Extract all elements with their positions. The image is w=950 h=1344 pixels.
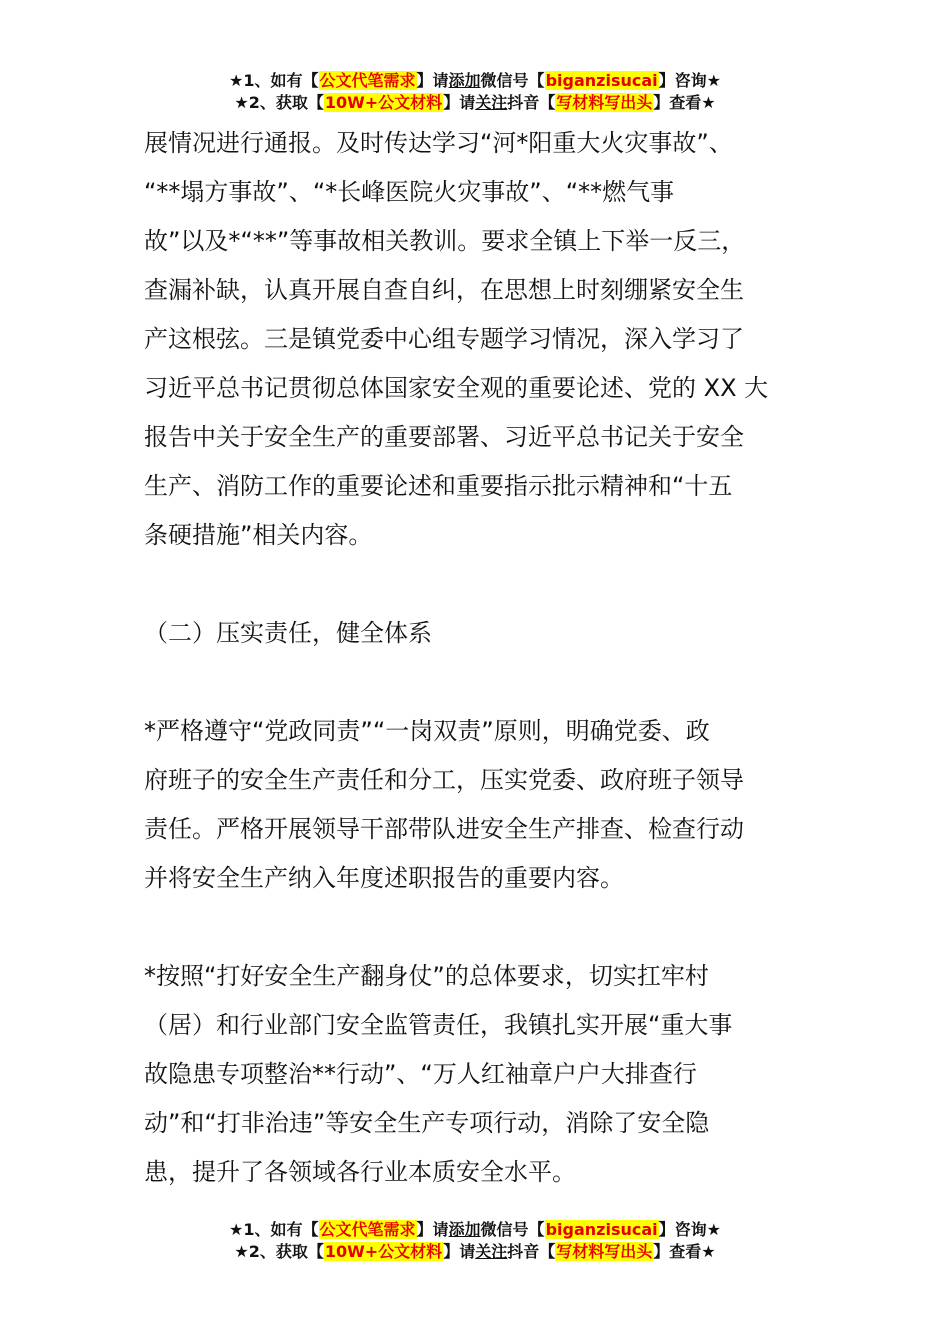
text-line: 动”和“打非治违”等安全生产专项行动，消除了安全隐: [144, 1109, 710, 1137]
banner-line-2: [0, 92, 950, 114]
banner-text: 】咨询★: [658, 71, 721, 90]
text-line: 生产、消防工作的重要论述和重要指示批示精神和“十五: [144, 472, 733, 500]
banner-highlight: 写材料写出头: [556, 93, 653, 112]
banner-underline: 关注: [475, 93, 508, 112]
banner-text: 抖音【: [507, 1242, 556, 1261]
banner-text: 微信号【: [480, 71, 545, 90]
banner-text: 】请: [443, 1242, 476, 1261]
document-body: [144, 119, 808, 1197]
banner-line-1: [0, 1219, 950, 1241]
text-line: 责任。严格开展领导干部带队进安全生产排查、检查行动: [144, 815, 744, 843]
banner-text: 抖音【: [507, 93, 556, 112]
text-line: *按照“打好安全生产翻身仗”的总体要求，切实扛牢村: [144, 962, 709, 990]
banner-text: ★1、如有【: [229, 71, 319, 90]
banner-highlight: 写材料写出头: [556, 1242, 653, 1261]
banner-line-2: [0, 1241, 950, 1263]
footer-banner: [0, 1219, 950, 1263]
paragraph-2: [144, 707, 808, 903]
paragraph-1: [144, 119, 808, 560]
text-line: 故隐患专项整治**行动”、“万人红袖章户户大排查行: [144, 1060, 697, 1088]
banner-highlight: 公文代笔需求: [319, 71, 416, 90]
banner-underline: 关注: [475, 1242, 508, 1261]
text-line: 报告中关于安全生产的重要部署、习近平总书记关于安全: [144, 423, 744, 451]
banner-text: ★1、如有【: [229, 1220, 319, 1239]
banner-text: 】请: [416, 1220, 449, 1239]
banner-line-1: [0, 70, 950, 92]
banner-text: 微信号【: [480, 1220, 545, 1239]
banner-highlight: 10W+公文材料: [324, 1242, 443, 1261]
banner-highlight: biganzisucai: [545, 1220, 658, 1239]
text-line: 并将安全生产纳入年度述职报告的重要内容。: [144, 864, 624, 892]
text-line: 患，提升了各领域各行业本质安全水平。: [144, 1158, 576, 1186]
text-line: 条硬措施”相关内容。: [144, 521, 373, 549]
paragraph-3: [144, 952, 808, 1197]
header-banner: [0, 70, 950, 114]
banner-highlight: 公文代笔需求: [319, 1220, 416, 1239]
text-line: “**塌方事故”、“*长峰医院火灾事故”、“**燃气事: [144, 178, 675, 206]
banner-text: ★2、获取【: [234, 1242, 324, 1261]
text-line: 查漏补缺，认真开展自查自纠，在思想上时刻绷紧安全生: [144, 276, 744, 304]
text-line: *严格遵守“党政同责”“一岗双责”原则，明确党委、政: [144, 717, 710, 745]
banner-text: 】请: [416, 71, 449, 90]
text-line: 故”以及*“**”等事故相关教训。要求全镇上下举一反三，: [144, 227, 746, 255]
text-line: 展情况进行通报。及时传达学习“河*阳重大火灾事故”、: [144, 129, 733, 157]
banner-highlight: biganzisucai: [545, 71, 658, 90]
banner-text: 】请: [443, 93, 476, 112]
banner-text: 】咨询★: [658, 1220, 721, 1239]
text-line: （居）和行业部门安全监管责任，我镇扎实开展“重大事: [144, 1011, 733, 1039]
banner-text: ★2、获取【: [234, 93, 324, 112]
banner-underline: 添加: [448, 71, 481, 90]
banner-highlight: 10W+公文材料: [324, 93, 443, 112]
banner-text: 】查看★: [653, 1242, 716, 1261]
text-line: 习近平总书记贯彻总体国家安全观的重要论述、党的 XX 大: [144, 374, 769, 402]
text-line: 产这根弦。三是镇党委中心组专题学习情况，深入学习了: [144, 325, 744, 353]
banner-underline: 添加: [448, 1220, 481, 1239]
text-line: 府班子的安全生产责任和分工，压实党委、政府班子领导: [144, 766, 744, 794]
section-heading: （二）压实责任，健全体系: [144, 619, 432, 647]
banner-text: 】查看★: [653, 93, 716, 112]
